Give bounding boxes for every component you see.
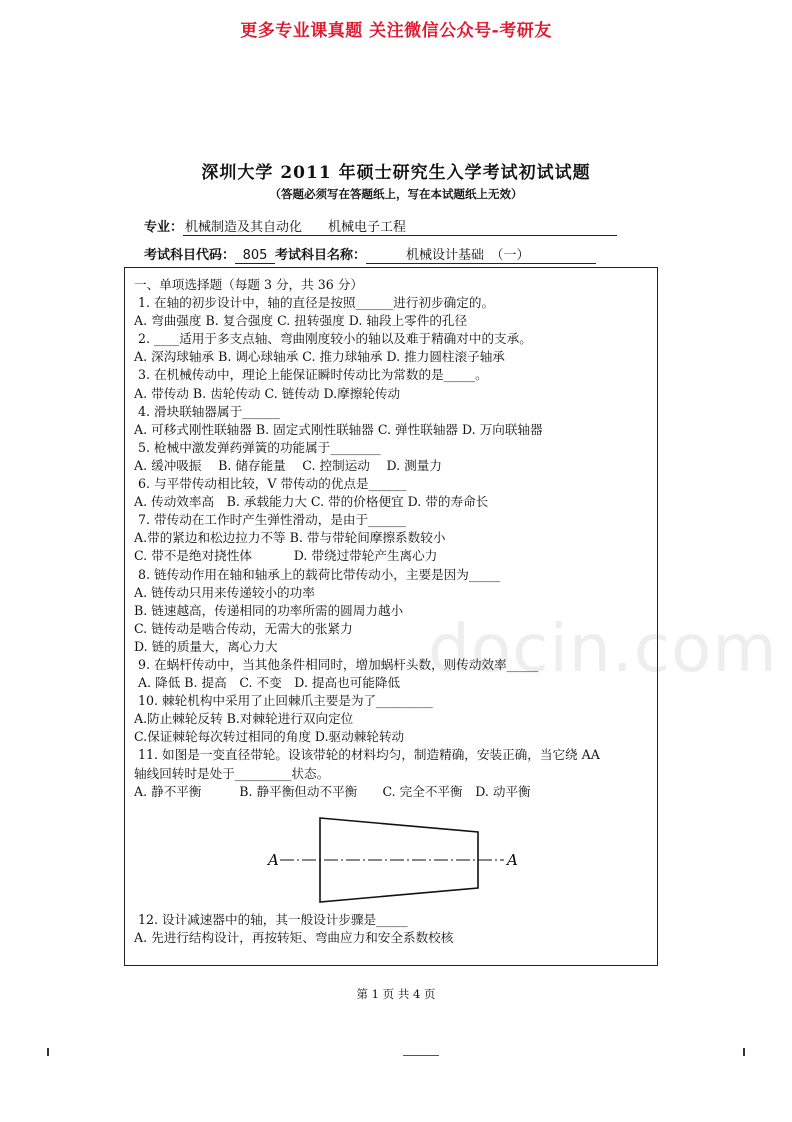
page-title: 深圳大学 2011 年硕士研究生入学考试初试试题: [201, 163, 591, 183]
question-text: 2. ____适用于多支点轴、弯曲刚度较小的轴以及难于精确对中的支承。: [138, 331, 532, 347]
question-options: A. 降低 B. 提高 C. 不变 D. 提高也可能降低: [138, 675, 401, 691]
scan-mark: [47, 1048, 49, 1056]
tapered-pulley-figure: [258, 812, 528, 908]
major-label: 专业：: [144, 220, 184, 235]
question-options: A. 传动效率高 B. 承载能力大 C. 带的价格便宜 D. 带的寿命长: [134, 494, 489, 510]
question-options: A. 带传动 B. 齿轮传动 C. 链传动 D.摩擦轮传动: [134, 385, 401, 401]
question-text: 4. 滑块联轴器属于______: [138, 403, 280, 419]
watermark: docin.com: [428, 610, 778, 687]
question-text: 6. 与平带传动相比较，V 带传动的优点是______: [138, 476, 407, 492]
question-options: C. 带不是绝对挠性体 D. 带绕过带轮产生离心力: [134, 548, 438, 564]
axis-label-right: A: [507, 851, 518, 869]
question-text: 轴线回转时是处于_________状态。: [134, 765, 330, 781]
question-options: A. 链传动只用来传递较小的功率: [134, 584, 315, 600]
question-options: C.保证棘轮每次转过相同的角度 D.驱动棘轮转动: [134, 729, 405, 745]
name-label: 考试科目名称：: [275, 248, 367, 263]
question-options: A.带的紧边和松边拉力不等 B. 带与带轮间摩擦系数较小: [134, 530, 446, 546]
question-options: B. 链速越高，传递相同的功率所需的圆周力越小: [134, 602, 404, 618]
section-heading: 一、单项选择题（每题 3 分，共 36 分）: [134, 277, 363, 292]
scan-mark: [743, 1048, 745, 1056]
question-text: 8. 链传动作用在轴和轴承上的载荷比带传动小，主要是因为_____: [138, 566, 501, 582]
page-footer: 第 1 页 共 4 页: [356, 987, 436, 1001]
question-text: 12. 设计减速器中的轴，其一般设计步骤是_____: [138, 911, 408, 927]
question-text: 1. 在轴的初步设计中，轴的直径是按照______进行初步确定的。: [138, 295, 495, 311]
question-text: 10. 棘轮机构中采用了止回棘爪主要是为了_________: [138, 693, 433, 709]
scan-dash: [403, 1055, 439, 1056]
question-options: A. 弯曲强度 B. 复合强度 C. 扭转强度 D. 轴段上零件的孔径: [134, 313, 468, 329]
question-text: 11. 如图是一变直径带轮。设该带轮的材料均匀，制造精确，安装正确，当它绕 AA: [138, 747, 600, 763]
question-text: 9. 在蜗杆传动中，当其他条件相同时，增加蜗杆头数，则传动效率_____: [138, 656, 539, 672]
question-options: A. 可移式刚性联轴器 B. 固定式刚性联轴器 C. 弹性联轴器 D. 万向联轴器: [134, 421, 543, 437]
subject-row: [144, 244, 596, 264]
question-options: A.防止棘轮反转 B.对棘轮进行双向定位: [134, 711, 354, 727]
code-label: 考试科目代码：: [144, 248, 236, 263]
question-options: A. 先进行结构设计，再按转矩、弯曲应力和安全系数校核: [134, 929, 454, 945]
name-value: 机械设计基础 （一）: [366, 248, 596, 264]
question-options: A. 缓冲吸振 B. 储存能量 C. 控制运动 D. 测量力: [134, 457, 442, 473]
page-subtitle: （答题必须写在答题纸上，写在本试题纸上无效）: [269, 187, 523, 201]
major-row: [144, 216, 617, 236]
axis-label-left: A: [268, 851, 279, 869]
promo-banner: 更多专业课真题 关注微信公众号-考研友: [240, 21, 552, 41]
question-options: A. 静不平衡 B. 静平衡但动不平衡 C. 完全不平衡 D. 动平衡: [134, 783, 531, 799]
question-text: 7. 带传动在工作时产生弹性滑动，是由于______: [138, 512, 406, 528]
question-text: 5. 枪械中激发弹药弹簧的功能属于________: [138, 439, 381, 455]
question-options: D. 链的质量大，离心力大: [134, 638, 278, 654]
major-value: 机械制造及其自动化 机械电子工程: [183, 220, 617, 236]
question-text: 3. 在机械传动中，理论上能保证瞬时传动比为常数的是_____。: [138, 367, 488, 383]
question-options: C. 链传动是啮合传动，无需大的张紧力: [134, 620, 353, 636]
code-value: 805: [235, 248, 275, 264]
question-options: A. 深沟球轴承 B. 调心球轴承 C. 推力球轴承 D. 推力圆柱滚子轴承: [134, 349, 505, 365]
